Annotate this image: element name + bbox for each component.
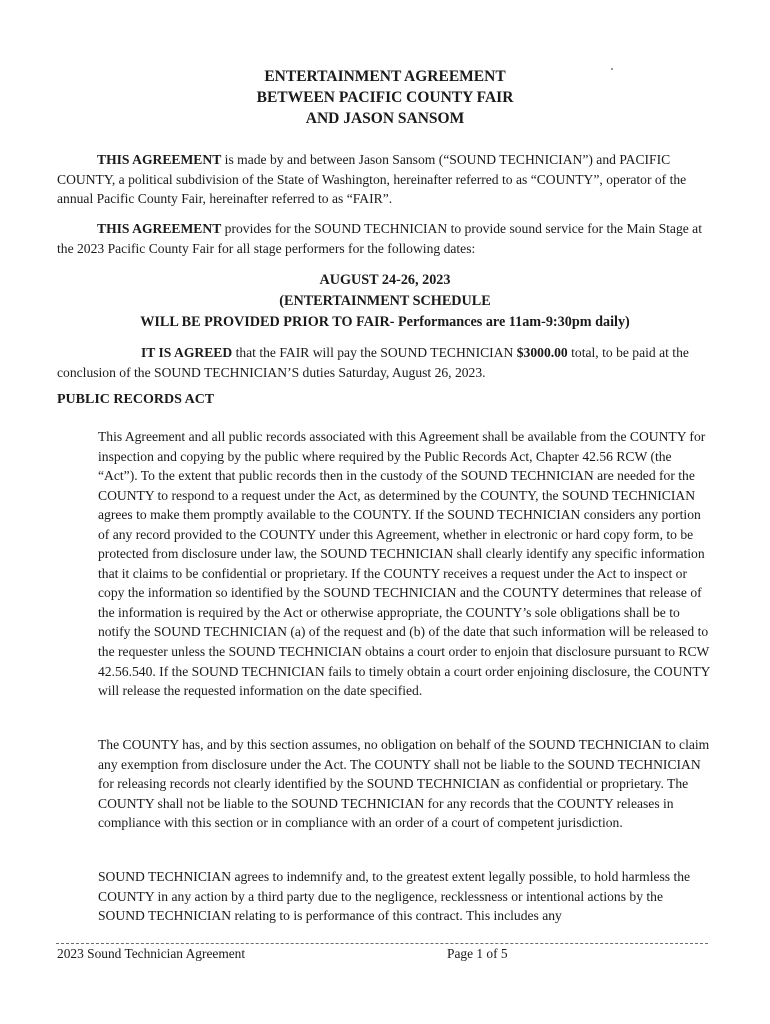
title-line-3: AND JASON SANSOM [305, 110, 465, 127]
agreement-title [0, 66, 770, 129]
schedule-note: (ENTERTAINMENT SCHEDULE [279, 293, 491, 309]
schedule-detail: WILL BE PROVIDED PRIOR TO FAIR- Performances are 11am-9:30pm daily) [140, 314, 630, 330]
public-records-paragraph-1: This Agreement and all public records associated with this Agreement shall be available from the COUNTY for inspection and copying by the public where required by the Public Records Act, Chapter 42.56 RCW (the “Act”). To the extent that public records then in the custody of the SOUND TECHNICIAN are needed for the COUNTY to respond to a request under the Act, as determined by the COUNTY, the SOUND TECHNICIAN agrees to make them promptly available to the COUNTY. If the SOUND TECHNICIAN considers any portion of any record provided to the COUNTY under this Agreement, whether in electronic or hard copy form, to be protected from disclosure under law, the SOUND TECHNICIAN shall clearly identify any specific information that it claims to be confidential or proprietary. If the COUNTY receives a request under the Act to inspect or copy the information so identified by the SOUND TECHNICIAN and the COUNTY determines that release of the information is required by the Act or otherwise appropriate, the COUNTY’s sole obligations shall be to notify the SOUND TECHNICIAN (a) of the request and (b) of the date that such information will be released to the requester unless the SOUND TECHNICIAN obtains a court order to enjoin that disclosure pursuant to RCW 42.56.540. If the SOUND TECHNICIAN fails to timely obtain a court order enjoining disclosure, the COUNTY will release the requested information on the date specified. [98, 429, 710, 699]
public-records-paragraph-3: SOUND TECHNICIAN agrees to indemnify and, to the greatest extent legally possible, to hold harmless the COUNTY in any action by a third party due to the negligence, recklessness or intentional actions by the SOUND TECHNICIAN relating to is performance of this contract. This includes any [98, 869, 691, 924]
section-heading-public-records: PUBLIC RECORDS ACT [57, 392, 215, 407]
footer-document-name: 2023 Sound Technician Agreement [57, 946, 246, 961]
purpose-body: provides for the SOUND TECHNICIAN to provide sound service for the Main Stage at the 2023 Pacific County Fair for all stage performers for the following dates: [57, 221, 702, 256]
payment-lead: IT IS AGREED [141, 345, 233, 360]
payment-body-after: total, to be paid at the conclusion of the SOUND TECHNICIAN’S duties Saturday, August 26, 2023. [57, 345, 689, 380]
intro-body: is made by and between Jason Sansom (“SOUND TECHNICIAN”) and PACIFIC COUNTY, a political subdivision of the State of Washington, hereinafter referred to as “COUNTY”, operator of the annual Pacific County Fair, hereinafter referred to as “FAIR”. [57, 152, 687, 207]
public-records-paragraph-2: The COUNTY has, and by this section assumes, no obligation on behalf of the SOUND TECHNICIAN to claim any exemption from disclosure under the Act. The COUNTY shall not be liable to the SOUND TECHNICIAN for releasing records not clearly identified by the SOUND TECHNICIAN as confidential or proprietary. The COUNTY shall not be liable to the SOUND TECHNICIAN for any records that the COUNTY releases in compliance with this section or in compliance with an order of a court of competent jurisdiction. [98, 737, 710, 831]
title-line-2: BETWEEN PACIFIC COUNTY FAIR [256, 89, 514, 106]
payment-paragraph [57, 343, 712, 382]
intro-paragraph [57, 150, 707, 209]
title-line-1: ENTERTAINMENT AGREEMENT [264, 68, 506, 85]
schedule-dates: AUGUST 24-26, 2023 [319, 272, 451, 288]
payment-amount: $3000.00 [516, 345, 568, 360]
intro-lead: THIS AGREEMENT [97, 152, 222, 167]
footer-divider [56, 943, 708, 944]
purpose-paragraph [57, 219, 707, 258]
payment-body-before: that the FAIR will pay the SOUND TECHNICIAN [232, 345, 517, 360]
purpose-lead: THIS AGREEMENT [97, 221, 222, 236]
footer-page-number: Page 1 of 5 [447, 946, 508, 961]
schedule-block [0, 270, 770, 333]
